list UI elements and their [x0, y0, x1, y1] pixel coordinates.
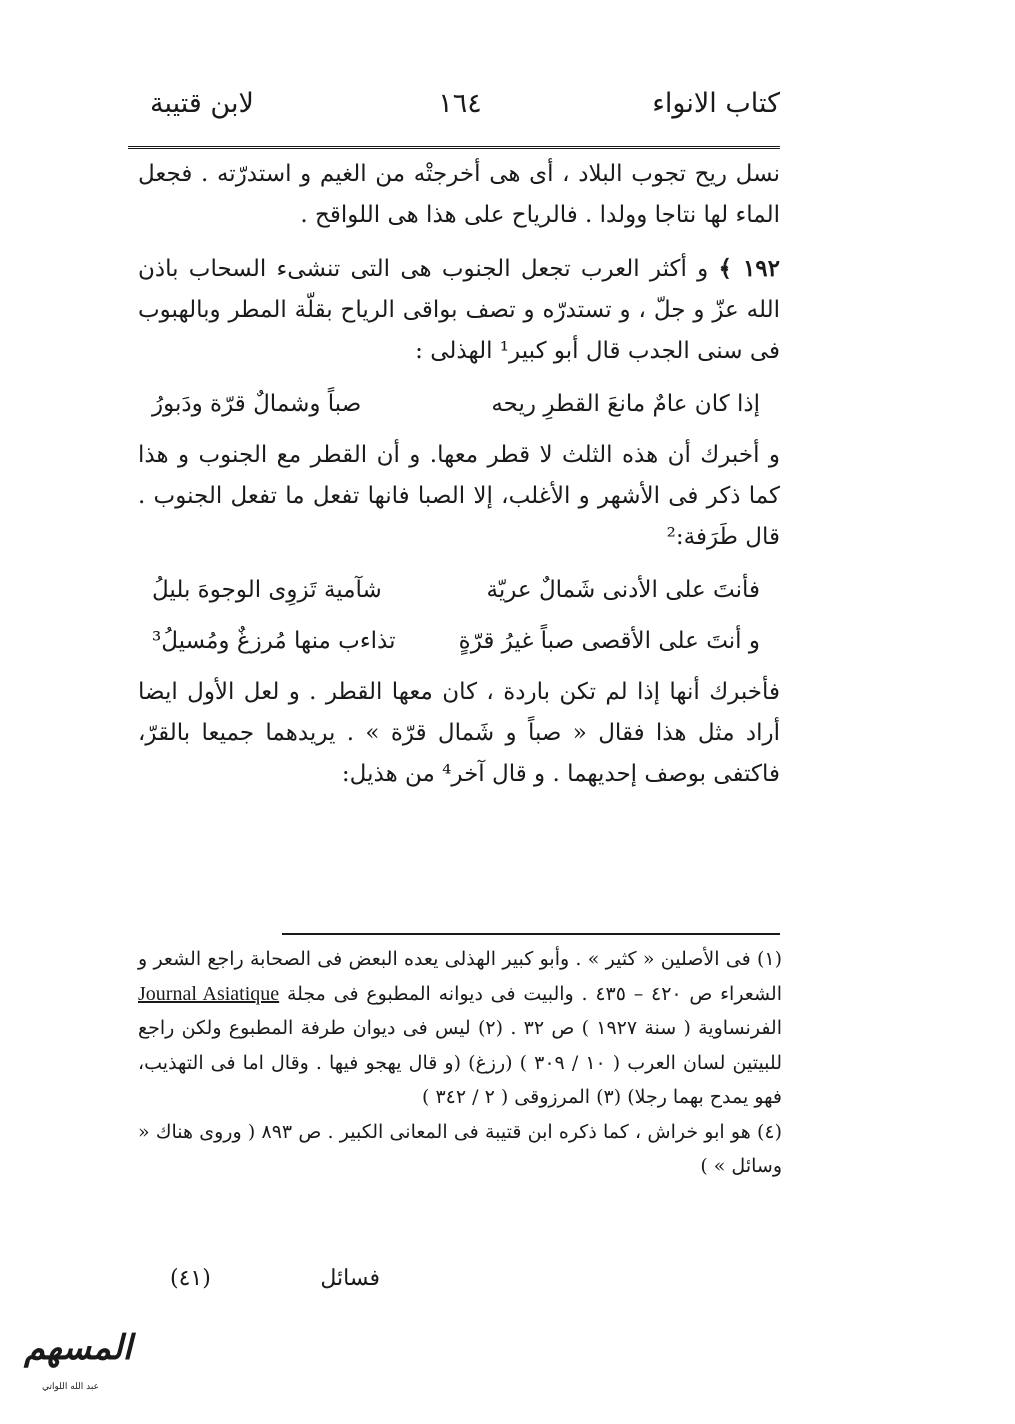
page-number: ١٦٤	[438, 88, 482, 119]
running-head	[140, 88, 780, 138]
signature-line	[160, 1266, 380, 1306]
paragraph-2	[138, 248, 780, 372]
verse-2	[138, 570, 780, 611]
verse-1-second-hemistich: صباً وشمالٌ قرّة ودَبورُ	[152, 391, 362, 417]
book-title: كتاب الانواء	[652, 88, 780, 119]
paragraph-number: ١٩٢ ﴾	[718, 255, 780, 282]
header-rule	[128, 146, 780, 149]
footnote-3: (٣) المرزوقى ( ٢ / ٣٤٢ )	[422, 1086, 622, 1108]
verse-3	[138, 621, 780, 662]
verse-1-first-hemistich: إذا كان عامٌ مانعَ القطرِ ريحه	[491, 391, 760, 417]
author-name: لابن قتيبة	[150, 88, 254, 119]
paragraph-3: و أخبرك أن هذه الثلث لا قطر معها. و أن القطر مع الجنوب و هذا كما ذكر فى الأشهر و الأغلب، إلا الصبا فانها تفعل ما تفعل الجنوب . قال طَرَفة:²	[138, 442, 780, 550]
verse-2-second-hemistich: شآمية تَزوِى الوجوهَ بليلُ	[152, 577, 382, 603]
footnote-1-text-a: (١) فى الأصلين « كثير » . وأبو كبير الهذلى يعده البعض فى الصحابة راجع الشعر و الشعراء ص ٤٢٠ – ٤٣٥ . والبيت فى ديوانه المطبوع فى مجلة	[138, 948, 782, 1005]
paragraph-4: فأخبرك أنها إذا لم تكن باردة ، كان معها القطر . و لعل الأول ايضا أراد مثل هذا فقال « صباً و شَمال قرّة » . يريدهما جميعا بالقرّ، فاكتفى بوصف إحديهما . و قال آخر⁴ من هذيل:	[138, 679, 780, 787]
stamp-subtext: عبد الله اللواتي	[42, 1382, 99, 1392]
footnote-1	[138, 942, 782, 1115]
journal-title: Journal Asiatique	[138, 982, 280, 1005]
footnote-1-text-b: الفرنساوية ( سنة ١٩٢٧ ) ص ٣٢ .	[510, 1017, 782, 1039]
main-text	[138, 154, 780, 807]
verse-3-second-hemistich: تذاءب منها مُرزغٌ ومُسيلُ³	[152, 628, 396, 654]
catchword: فسائل	[320, 1266, 380, 1291]
footnotes	[138, 942, 782, 1184]
footnote-4: (٤) هو ابو خراش ، كما ذكره ابن قتيبة فى المعانى الكبير . ص ٨٩٣ ( وروى هناك « وسائل » )	[138, 1120, 782, 1177]
footnote-2: (٢) ليس فى ديوان طرفة المطبوع ولكن راجع للبيتين لسان العرب ( ١٠ / ٣٠٩ ) (رزغ) (و قال يهجو فيها . وقال اما فى التهذيب، فهو يمدح بهما رجلا)	[138, 1017, 782, 1108]
verse-1	[138, 384, 780, 425]
sheet-number: (٤١)	[170, 1266, 211, 1291]
paragraph-1: نسل ريح تجوب البلاد ، أى هى أخرجتْه من الغيم و استدرّته . فجعل الماء لها نتاجا وولدا . فالرياح على هذا هى اللواقح .	[138, 161, 780, 228]
stamp-text: المسهم	[23, 1328, 133, 1368]
verse-3-first-hemistich: و أنتَ على الأقصى صباً غيرُ قرّةٍ	[458, 628, 760, 654]
verse-2-first-hemistich: فأنتَ على الأدنى شَمالٌ عريّة	[486, 577, 760, 603]
footnote-rule	[282, 933, 780, 935]
paragraph-2-text: و أكثر العرب تجعل الجنوب هى التى تنشىء السحاب باذن الله عزّ و جلّ ، و تستدرّه و تصف بواقى الرياح بقلّة المطر وبالهبوب فى سنى الجدب قال أبو كبير¹ الهذلى :	[138, 256, 780, 364]
library-stamp	[8, 1322, 178, 1412]
